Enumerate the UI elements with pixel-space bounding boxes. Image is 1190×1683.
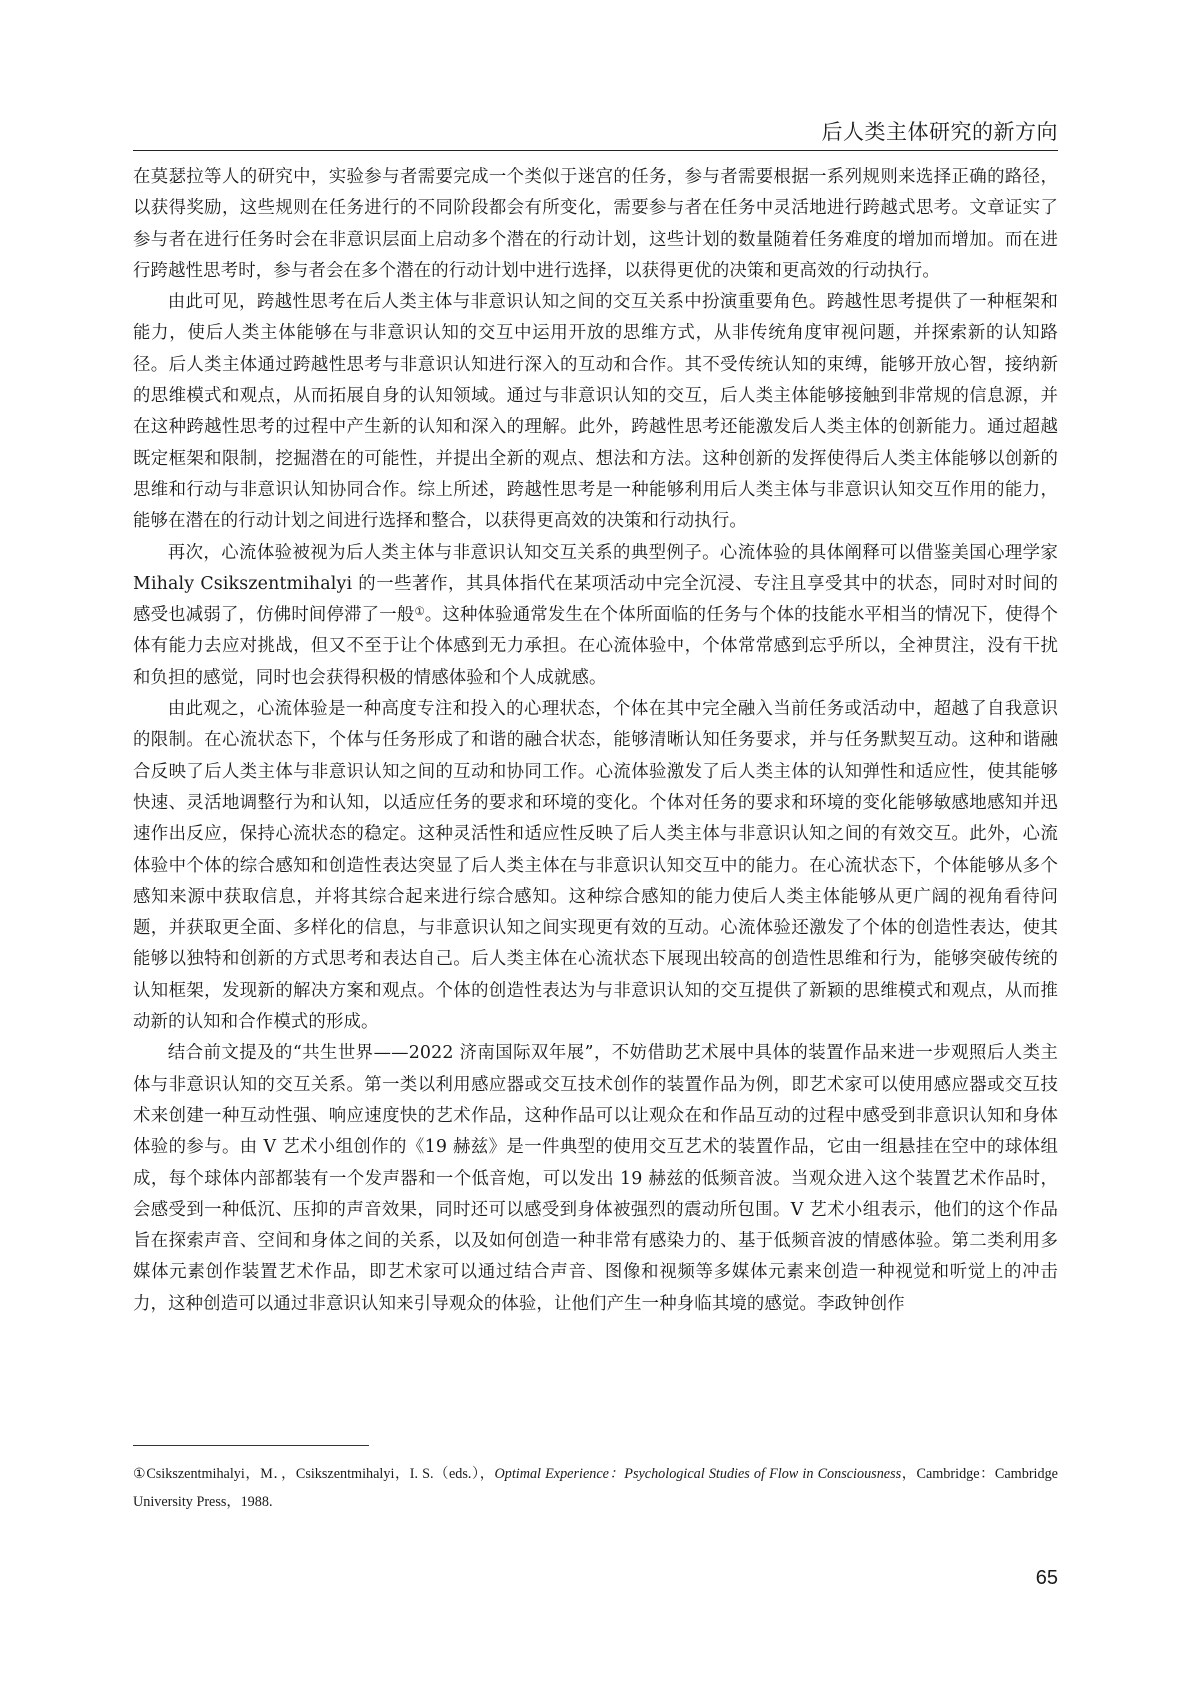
footnote-book-title: Optimal Experience：Psychological Studies of Flow in Consciousness xyxy=(494,1466,902,1482)
footnote-publisher: ，Cambridge：Cambridge University Press，1988. xyxy=(133,1466,1058,1510)
page-number: 65 xyxy=(1035,1567,1058,1589)
body-paragraph-4: 由此观之，心流体验是一种高度专注和投入的心理状态，个体在其中完全融入当前任务或活动中，超越了自我意识的限制。在心流状态下，个体与任务形成了和谐的融合状态，能够清晰认知任务要求，并与任务默契互动。这种和谐融合反映了后人类主体与非意识认知之间的互动和协同工作。心流体验激发了后人类主体的认知弹性和适应性，使其能够快速、灵活地调整行为和认知，以适应任务的要求和环境的变化。个体对任务的要求和环境的变化能够敏感地感知并迅速作出反应，保持心流状态的稳定。这种灵活性和适应性反映了后人类主体与非意识认知之间的有效交互。此外，心流体验中个体的综合感知和创造性表达突显了后人类主体在与非意识认知交互中的能力。在心流状态下，个体能够从多个感知来源中获取信息，并将其综合起来进行综合感知。这种综合感知的能力使后人类主体能够从更广阔的视角看待问题，并获取更全面、多样化的信息，与非意识认知之间实现更有效的互动。心流体验还激发了个体的创造性表达，使其能够以独特和创新的方式思考和表达自己。后人类主体在心流状态下展现出较高的创造性思维和行为，能够突破传统的认知框架，发现新的解决方案和观点。个体的创造性表达为与非意识认知的交互提供了新颖的思维模式和观点，从而推动新的认知和合作模式的形成。 xyxy=(133,699,1058,1033)
running-title: 后人类主体研究的新方向 xyxy=(821,120,1058,144)
body-paragraph-3-part-1: 再次，心流体验被视为后人类主体与非意识认知交互关系的典型例子。心流体验的具体阐释可以借鉴美国心理学家 Mihaly Csikszentmihalyi 的一些著作，其具体指代在某项活动中完全沉浸、专注且享受其中的状态，同时对时间的感受也减弱了，仿佛时间停滞了一般 xyxy=(133,542,1058,626)
article-body xyxy=(133,162,1058,1320)
body-paragraph-1: 在莫瑟拉等人的研究中，实验参与者需要完成一个类似于迷宫的任务，参与者需要根据一系列规则来选择正确的路径，以获得奖励，这些规则在任务进行的不同阶段都会有所变化，需要参与者在任务中灵活地进行跨越式思考。文章证实了参与者在进行任务时会在非意识层面上启动多个潜在的行动计划，这些计划的数量随着任务难度的增加而增加。而在进行跨越性思考时，参与者会在多个潜在的行动计划中进行选择，以获得更优的决策和更高效的行动执行。 xyxy=(133,167,1058,281)
footnote-rule xyxy=(133,1445,369,1446)
footnote-entry xyxy=(133,1460,1058,1516)
footnote xyxy=(133,1460,1058,1516)
footnote-authors: Csikszentmihalyi，M．，Csikszentmihalyi，I. S.（eds.）， xyxy=(146,1466,495,1482)
footnote-reference[interactable]: ① xyxy=(414,605,425,619)
header-rule xyxy=(133,150,1058,151)
body-paragraph-3-part-2: 。这种体验通常发生在个体所面临的任务与个体的技能水平相当的情况下，使得个体有能力去应对挑战，但又不至于让个体感到无力承担。在心流体验中，个体常常感到忘乎所以，全神贯注，没有干扰和负担的感觉，同时也会获得积极的情感体验和个人成就感。 xyxy=(133,605,1058,688)
body-paragraph-2: 由此可见，跨越性思考在后人类主体与非意识认知之间的交互关系中扮演重要角色。跨越性思考提供了一种框架和能力，使后人类主体能够在与非意识认知的交互中运用开放的思维方式，从非传统角度审视问题，并探索新的认知路径。后人类主体通过跨越性思考与非意识认知进行深入的互动和合作。其不受传统认知的束缚，能够开放心智，接纳新的思维模式和观点，从而拓展自身的认知领域。通过与非意识认知的交互，后人类主体能够接触到非常规的信息源，并在这种跨越性思考的过程中产生新的认知和深入的理解。此外，跨越性思考还能激发后人类主体的创新能力。通过超越既定框架和限制，挖掘潜在的可能性，并提出全新的观点、想法和方法。这种创新的发挥使得后人类主体能够以创新的思维和行动与非意识认知协同合作。综上所述，跨越性思考是一种能够利用后人类主体与非意识认知交互作用的能力，能够在潜在的行动计划之间进行选择和整合，以获得更高效的决策和行动执行。 xyxy=(133,292,1058,532)
body-paragraph-3 xyxy=(133,538,1058,694)
body-paragraph-5: 结合前文提及的“共生世界——2022 济南国际双年展”，不妨借助艺术展中具体的装置作品来进一步观照后人类主体与非意识认知的交互关系。第一类以利用感应器或交互技术创作的装置作品为例，即艺术家可以使用感应器或交互技术来创建一种互动性强、响应速度快的艺术作品，这种作品可以让观众在和作品互动的过程中感受到非意识认知和身体体验的参与。由 V 艺术小组创作的《19 赫兹》是一件典型的使用交互艺术的装置作品，它由一组悬挂在空中的球体组成，每个球体内部都装有一个发声器和一个低音炮，可以发出 19 赫兹的低频音波。当观众进入这个装置艺术作品时，会感受到一种低沉、压抑的声音效果，同时还可以感受到身体被强烈的震动所包围。V 艺术小组表示，他们的这个作品旨在探索声音、空间和身体之间的关系，以及如何创造一种非常有感染力的、基于低频音波的情感体验。第二类利用多媒体元素创作装置艺术作品，即艺术家可以通过结合声音、图像和视频等多媒体元素来创造一种视觉和听觉上的冲击力，这种创造可以通过非意识认知来引导观众的体验，让他们产生一种身临其境的感觉。李政钟创作 xyxy=(133,1043,1058,1314)
footnote-marker: ① xyxy=(133,1466,147,1482)
